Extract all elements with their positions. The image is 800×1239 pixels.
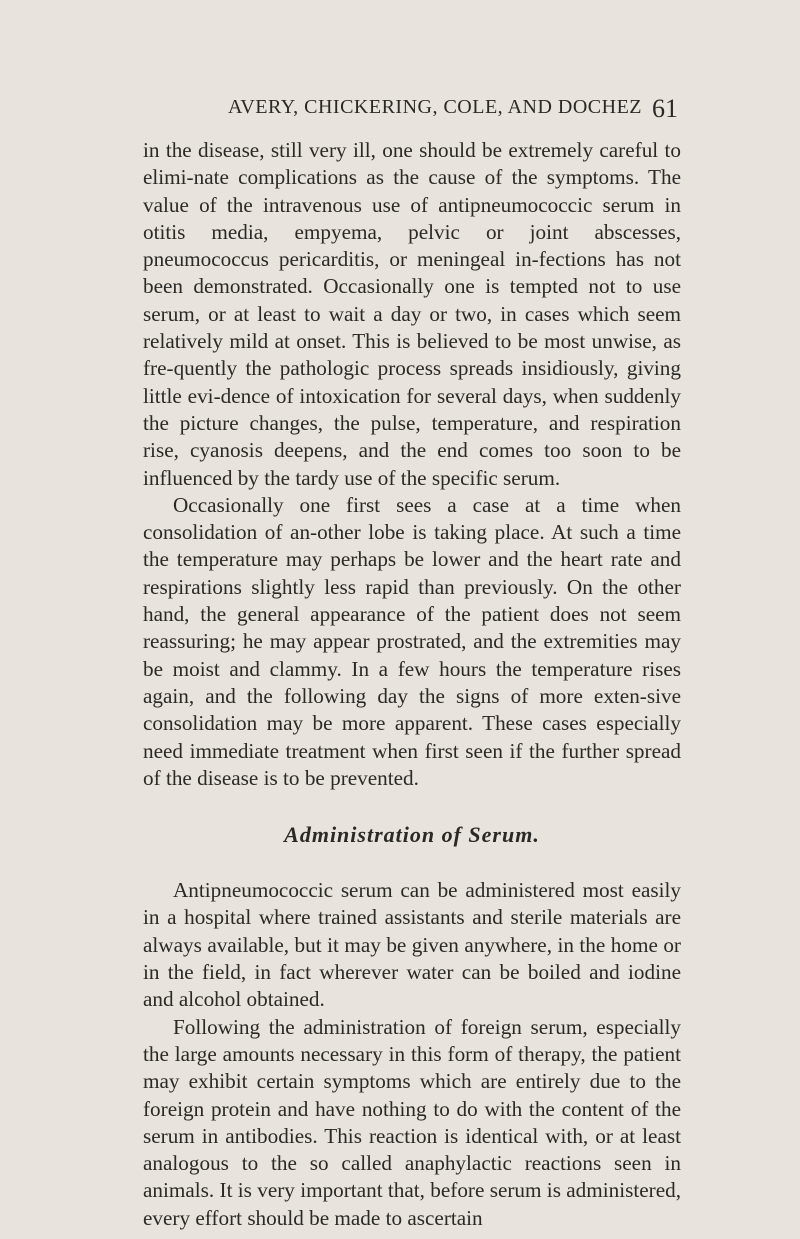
page-header	[0, 96, 800, 126]
paragraph: Following the administration of foreign serum, especially the large amounts necessary in this form of therapy, the patient may exhibit certain symptoms which are entirely due to the foreign protein and have nothing to do with the content of the serum in antibodies. This reaction is identical with, or at least analogous to the so called anaphylactic reactions seen in animals. It is very important that, before serum is administered, every effort should be made to ascertain	[143, 1014, 681, 1230]
body-text	[143, 137, 681, 1232]
paragraph: in the disease, still very ill, one should be extremely careful to elimi-nate complications as the cause of the symptoms. The value of the intravenous use of antipneumococcic serum in otitis media, empyema, pelvic or joint abscesses, pneumococcus pericarditis, or meningeal in-fections has not been demonstrated. Occasionally one is tempted not to use serum, or at least to wait a day or two, in cases which seem relatively mild at onset. This is believed to be most unwise, as fre-quently the pathologic process spreads insidiously, giving little evi-dence of intoxication for several days, when suddenly the picture changes, the pulse, temperature, and respiration rise, cyanosis deepens, and the end comes too soon to be influenced by the tardy use of the specific serum.	[143, 138, 681, 490]
page-number: 61	[652, 94, 678, 123]
section-heading: Administration of Serum.	[284, 822, 540, 848]
running-head: AVERY, CHICKERING, COLE, AND DOCHEZ	[228, 96, 643, 118]
paragraph: Occasionally one first sees a case at a time when consolidation of an-other lobe is taking place. At such a time the temperature may perhaps be lower and the heart rate and respirations slightly less rapid than previously. On the other hand, the general appearance of the patient does not seem reassuring; he may appear prostrated, and the extremities may be moist and clammy. In a few hours the temperature rises again, and the following day the signs of more exten-sive consolidation may be more apparent. These cases especially need immediate treatment when first seen if the further spread of the disease is to be prevented.	[143, 492, 681, 790]
paragraph: Antipneumococcic serum can be administered most easily in a hospital where trained assistants and sterile materials are always available, but it may be given anywhere, in the home or in the field, in fact wherever water can be boiled and iodine and alcohol obtained.	[143, 878, 681, 1012]
